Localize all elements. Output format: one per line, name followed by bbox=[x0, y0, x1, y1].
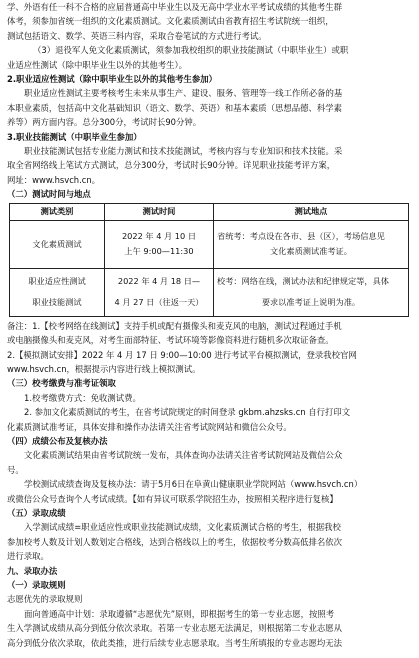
text-line: 或微信公众号查询个人考试成绩。【如有异议可联系学院招生办，按照相关程序进行复核】 bbox=[7, 493, 338, 504]
chapter-heading: 九、录取办法 bbox=[7, 565, 58, 576]
row2-time-end: 4 月 27 日（往返一天） bbox=[114, 297, 204, 308]
section-heading: 2.职业适应性测试（除中职毕业生以外的其他考生参加） bbox=[7, 74, 218, 85]
section-heading: （二）测试时间与地点 bbox=[7, 189, 91, 200]
bottom-section bbox=[7, 319, 412, 650]
text-line: 体考，须参加省统一组织的文化素质测试。文化素质测试由省教育招生考试院统一组织， bbox=[7, 16, 334, 27]
text-line: 参加校考人数及计划人数划定合格线，达到合格线以上的考生，依据校考分数高低排名依次 bbox=[7, 536, 342, 547]
text-line: 本职业素质，包括高中文化基础知识（语文、数学、英语）和基本素质（思想品德、科学素 bbox=[7, 102, 342, 113]
text-line: 高分到低分依次录取，依此类推，进行后续专业志愿录取。当考生所填报的专业志愿均无法 bbox=[7, 637, 342, 648]
text-line: 或电脑摄像头和麦克风，对考生面部特征、考试环境等影像资料进行随机多次取证备查。 bbox=[7, 335, 334, 346]
text-line: 志愿优先的录取规则 bbox=[7, 594, 83, 605]
header-place: 测试地点 bbox=[214, 203, 409, 220]
text-line: 职业技能测试包括专业能力测试和技术技能测试，考核内容与专业知识和技术技能。采 bbox=[24, 146, 343, 157]
row2-category-line1: 职业适应性测试 bbox=[28, 276, 86, 287]
row2-category bbox=[10, 268, 105, 316]
document-page bbox=[7, 0, 412, 650]
text-line: www.hsvch.cn，根据提示内容进行线上模拟测试。 bbox=[7, 363, 201, 374]
row2-time-start: 2022 年 4 月 18 日— bbox=[117, 276, 201, 287]
row1-category: 文化素质测试 bbox=[10, 220, 105, 268]
text-line: （3）退役军人免文化素质测试，须参加我校组织的职业技能测试（中职毕业生）或职 bbox=[33, 45, 349, 56]
header-time: 测试时间 bbox=[105, 203, 214, 220]
section-heading: （一）录取规则 bbox=[7, 580, 66, 590]
row2-place-line1: 校考：网络在线，测试办法和纪律规定等，具体 bbox=[217, 276, 389, 287]
row2-place-line2: 要求以准考证上说明为准。 bbox=[261, 297, 361, 308]
row1-time-hours: 上午 9:00—11:30 bbox=[124, 246, 194, 257]
text-line: 学校测试成绩查询及复核办法：请于5月6日在阜黄山健康职业学院网站（www.hsvch.cn） bbox=[24, 479, 363, 490]
header-category: 测试类别 bbox=[10, 203, 105, 220]
text-line: 文化素质测试结果由省考试院统一发布，具体查询办法请关注省考试院网站及微信公众 bbox=[24, 450, 343, 461]
section-heading: 3.职业技能测试（中职毕业生参加） bbox=[7, 131, 142, 142]
text-line: 学、外语有任一科不合格的应届普通高中毕业生以及无高中学业水平考试成绩的其他考生群 bbox=[7, 2, 342, 12]
row2-category-line2: 职业技能测试 bbox=[32, 297, 82, 308]
top-section bbox=[7, 0, 412, 202]
text-line: 备注：1.【校考网络在线测试】支持手机或配有摄像头和麦克风的电脑，测试过程通过手机 bbox=[7, 320, 342, 331]
row1-time bbox=[105, 220, 214, 268]
row2-place bbox=[214, 268, 409, 316]
row1-place-line1: 省统考：考点设在各市、县（区），考场信息见 bbox=[217, 231, 385, 242]
row2-time bbox=[105, 268, 214, 316]
text-line: 化素质测试准考证，具体安排和操作办法请关注省考试院网站和微信公众号。 bbox=[7, 421, 292, 432]
test-schedule-table bbox=[9, 203, 409, 317]
section-heading: （五）录取成绩 bbox=[7, 507, 66, 518]
text-line: 取全省网络线上笔试方式测试，总分300分，考试时长90分钟。详见职业技能考评方案， bbox=[7, 160, 336, 171]
text-line: 2. 参加文化素质测试的考生，在省考试院规定的时间登录 gkbm.ahzsks.cn 自行打印文 bbox=[24, 407, 351, 418]
text-line: 养等）两方面内容。总分300分，考试时长90分钟。 bbox=[7, 117, 202, 128]
text-line: 1.校考缴费方式：免收测试费。 bbox=[24, 392, 141, 403]
text-line: 业适应性测试（除中职毕业生以外的其他考生）。 bbox=[7, 59, 188, 70]
text-line: 2.【模拟测试安排】2022 年 4 月 17 日 9:00—10:00 进行考试平台模拟测试，登录我校官网 bbox=[7, 349, 357, 360]
table-row bbox=[10, 220, 409, 268]
text-line: 号。 bbox=[7, 464, 24, 475]
row1-time-date: 2022 年 4 月 10 日 bbox=[121, 231, 197, 242]
text-line: 职业适应性测试主要考核考生未来从事生产、建设、服务、管理等一线工作所必备的基 bbox=[24, 88, 343, 99]
section-heading: （三）校考缴费与准考证领取 bbox=[7, 378, 116, 389]
section-heading: （四）成绩公布及复核办法 bbox=[7, 435, 108, 446]
text-line: 生入学测试成绩从高分到低分依次录取。若第一专业志愿无法满足，则根据第二专业志愿从 bbox=[7, 623, 342, 634]
text-line: 面向普通高中计划：录取遵循“志愿优先”原则，即根据考生的第一专业志愿，按照考 bbox=[24, 608, 335, 619]
text-line: 测试包括语文、数学、英语三科内容，采取合卷笔试的方式进行考试。 bbox=[7, 30, 267, 41]
row1-place bbox=[214, 220, 409, 268]
text-line link[interactable]: 网址：www.hsvch.cn。 bbox=[7, 174, 101, 185]
text-line: 入学测试成绩=职业适应性或职业技能测试成绩，文化素质测试合格的考生，根据我校 bbox=[24, 522, 341, 533]
table-header-row bbox=[10, 203, 409, 220]
table-row bbox=[10, 268, 409, 316]
row1-place-line2: 文化素质测试准考证。 bbox=[270, 246, 352, 257]
text-line: 进行录取。 bbox=[7, 551, 49, 562]
